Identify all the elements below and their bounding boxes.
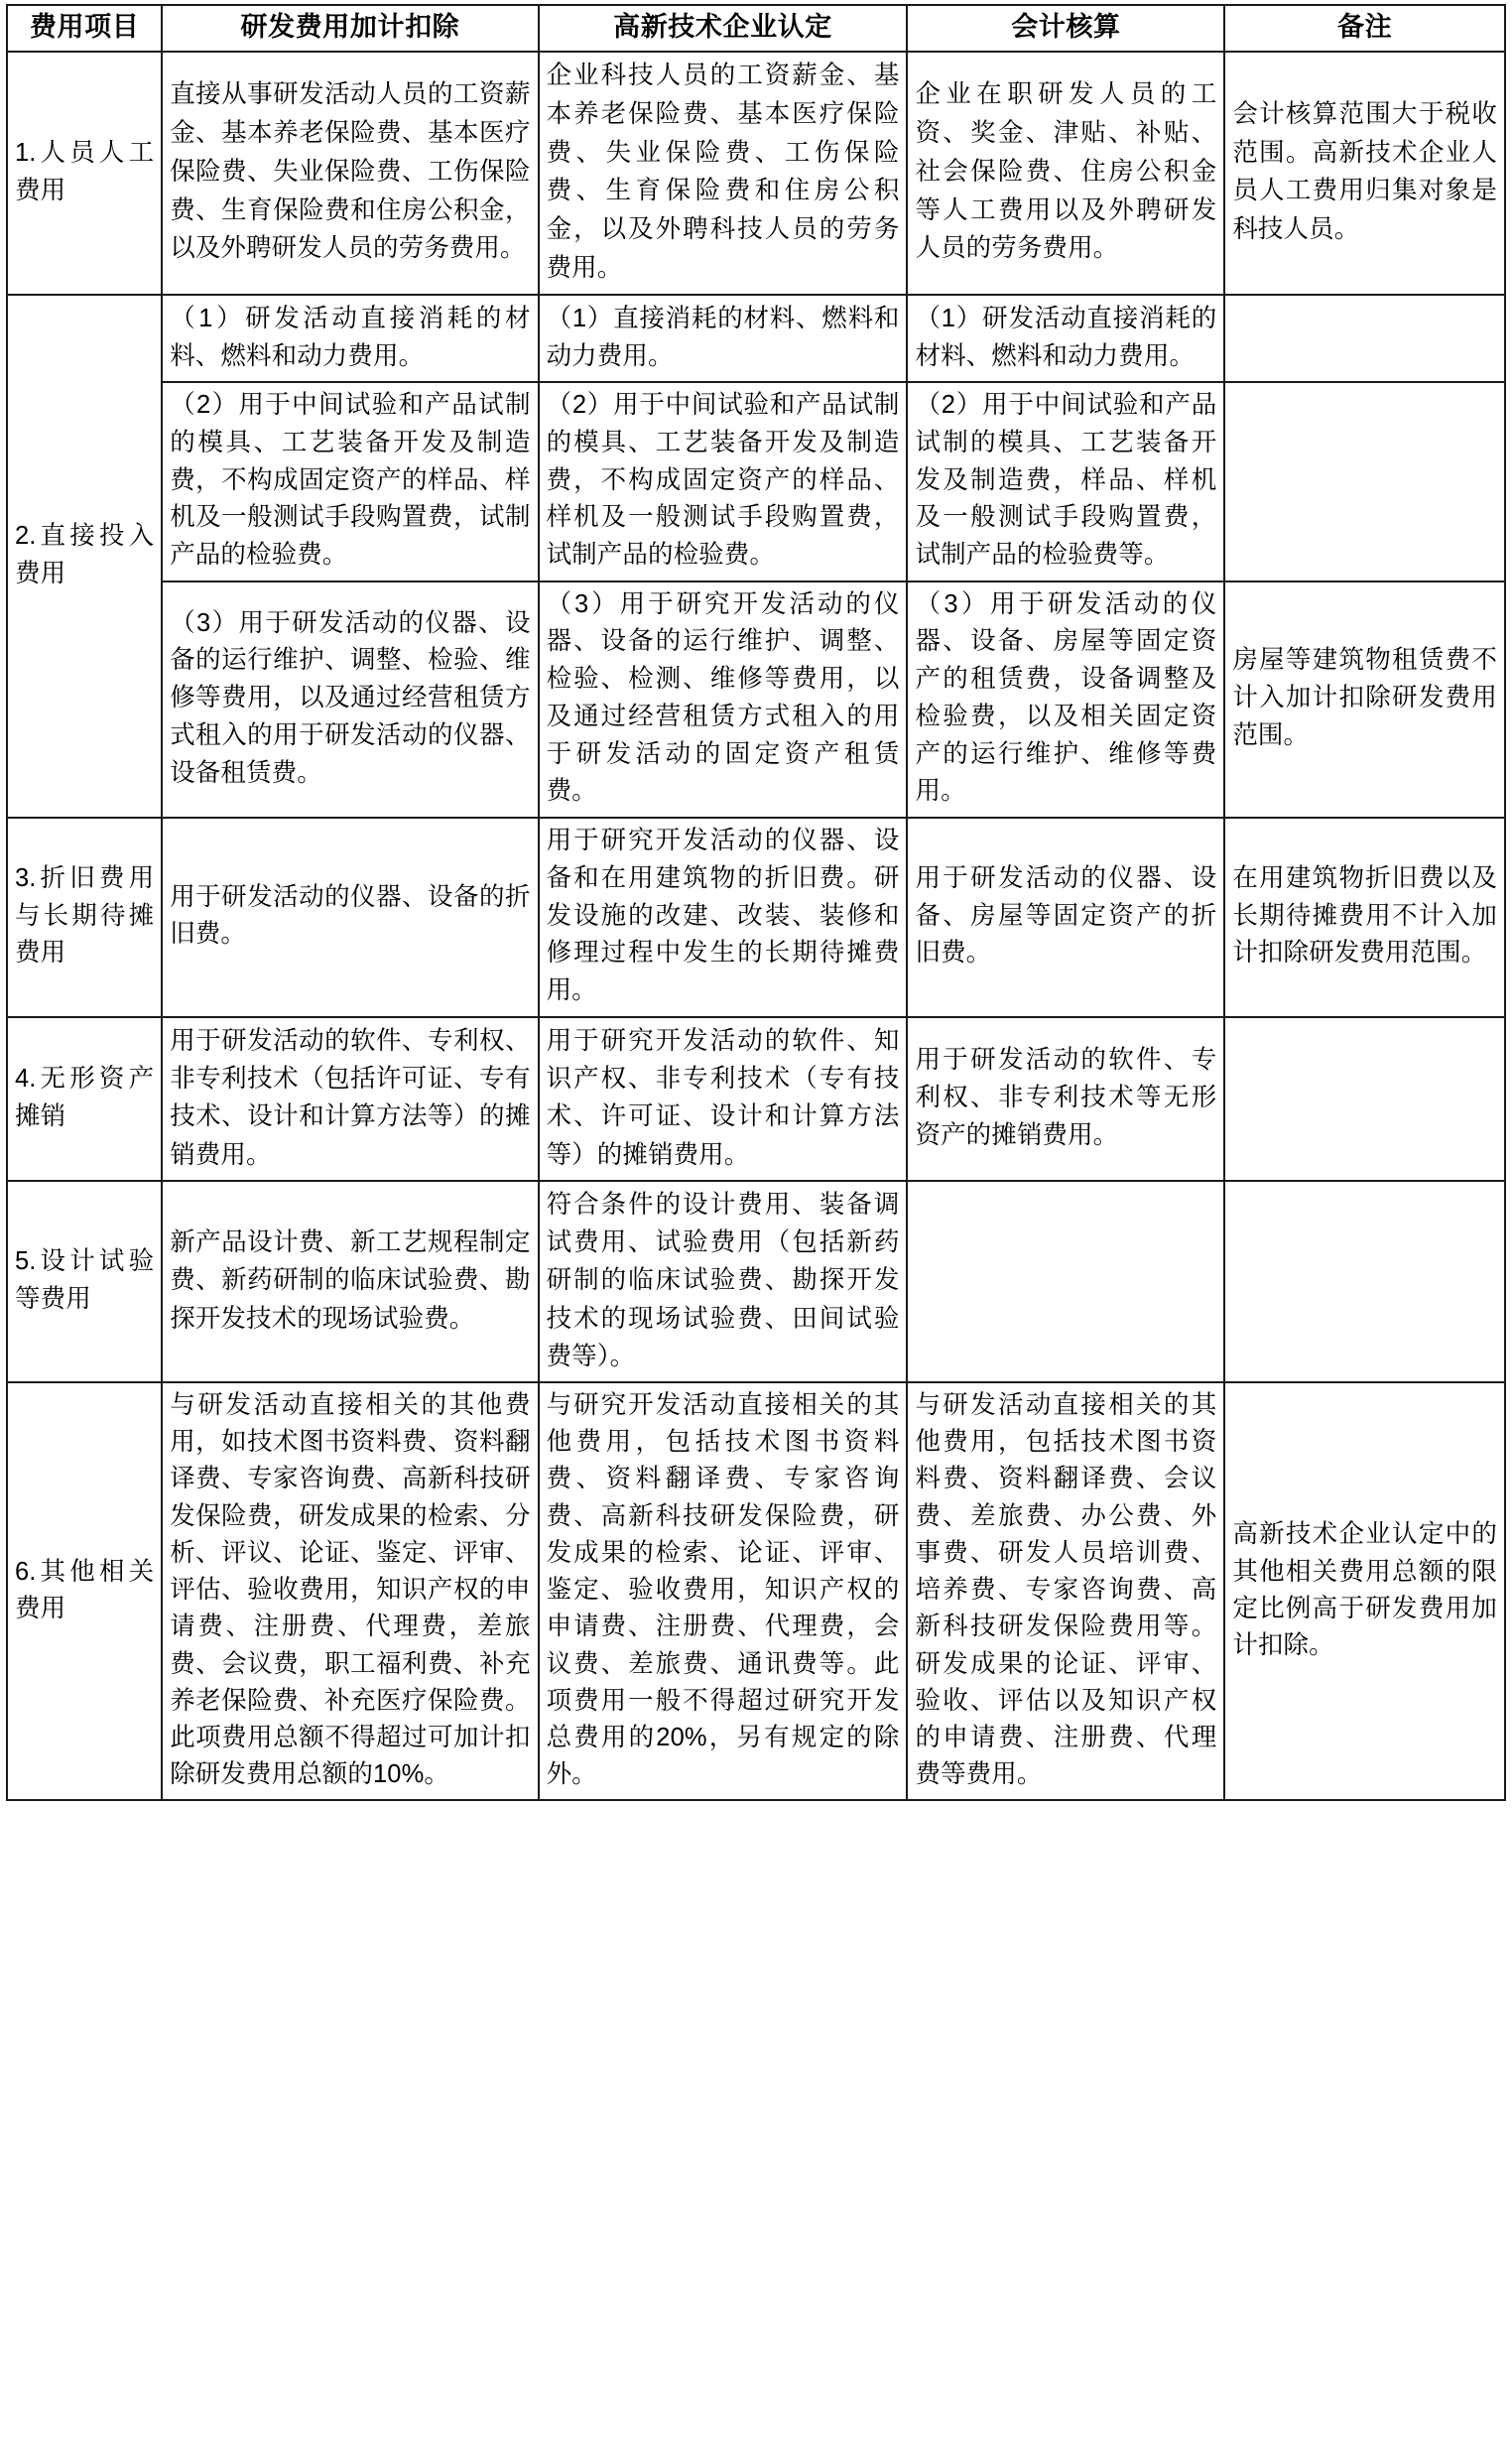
cell-accounting-direct-2: （2）用于中间试验和产品试制的模具、工艺装备开发及制造费，样品、样机及一般测试手段购置费，试制产品的检验费等。 (907, 382, 1224, 581)
table-header (7, 5, 1505, 52)
table-row (7, 1382, 1505, 1800)
cell-remark-design-test (1224, 1181, 1505, 1382)
cell-deduction-depreciation: 用于研发活动的仪器、设备的折旧费。 (162, 818, 538, 1017)
cell-deduction-other: 与研发活动直接相关的其他费用，如技术图书资料费、资料翻译费、专家咨询费、高新科技研发保险费，研发成果的检索、分析、评议、论证、鉴定、评审、评估、验收费用，知识产权的申请费、注册费、代理费，差旅费、会议费，职工福利费、补充养老保险费、补充医疗保险费。此项费用总额不得超过可加计扣除研发费用总额的10%。 (162, 1382, 538, 1800)
cell-remark-direct-1 (1224, 295, 1505, 383)
table-row (7, 1017, 1505, 1181)
cell-accounting-depreciation: 用于研发活动的仪器、设备、房屋等固定资产的折旧费。 (907, 818, 1224, 1017)
cell-accounting-personnel: 企业在职研发人员的工资、奖金、津贴、补贴、社会保险费、住房公积金等人工费用以及外聘研发人员的劳务费用。 (907, 52, 1224, 295)
cell-deduction-intangible: 用于研发活动的软件、专利权、非专利技术（包括许可证、专有技术、设计和计算方法等）的摊销费用。 (162, 1017, 538, 1181)
header-row (7, 5, 1505, 52)
column-header-deduction: 研发费用加计扣除 (162, 5, 538, 52)
row-item-direct-input: 2.直接投入费用 (7, 295, 162, 819)
cell-hightech-personnel: 企业科技人员的工资薪金、基本养老保险费、基本医疗保险费、失业保险费、工伤保险费、生育保险费和住房公积金，以及外聘科技人员的劳务费用。 (539, 52, 908, 295)
cell-hightech-direct-3: （3）用于研究开发活动的仪器、设备的运行维护、调整、检验、检测、维修等费用，以及通过经营租赁方式租入的用于研发活动的固定资产租赁费。 (539, 581, 908, 818)
cell-deduction-personnel: 直接从事研发活动人员的工资薪金、基本养老保险费、基本医疗保险费、失业保险费、工伤保险费、生育保险费和住房公积金，以及外聘研发人员的劳务费用。 (162, 52, 538, 295)
cell-hightech-other: 与研究开发活动直接相关的其他费用，包括技术图书资料费、资料翻译费、专家咨询费、高新科技研发保险费，研发成果的检索、论证、评审、鉴定、验收费用，知识产权的申请费、注册费、代理费，会议费、差旅费、通讯费等。此项费用一般不得超过研究开发总费用的20%，另有规定的除外。 (539, 1382, 908, 1800)
row-item-personnel: 1.人员人工费用 (7, 52, 162, 295)
table-row (7, 1181, 1505, 1382)
column-header-item: 费用项目 (7, 5, 162, 52)
cell-deduction-direct-3: （3）用于研发活动的仪器、设备的运行维护、调整、检验、维修等费用，以及通过经营租赁方式租入的用于研发活动的仪器、设备租赁费。 (162, 581, 538, 818)
cell-hightech-design-test: 符合条件的设计费用、装备调试费用、试验费用（包括新药研制的临床试验费、勘探开发技术的现场试验费、田间试验费等）。 (539, 1181, 908, 1382)
column-header-accounting: 会计核算 (907, 5, 1224, 52)
table-body (7, 52, 1505, 1800)
cell-hightech-intangible: 用于研究开发活动的软件、知识产权、非专利技术（专有技术、许可证、设计和计算方法等）的摊销费用。 (539, 1017, 908, 1181)
table-row (7, 581, 1505, 818)
cell-hightech-direct-2: （2）用于中间试验和产品试制的模具、工艺装备开发及制造费，不构成固定资产的样品、样机及一般测试手段购置费，试制产品的检验费。 (539, 382, 908, 581)
cell-deduction-direct-2: （2）用于中间试验和产品试制的模具、工艺装备开发及制造费，不构成固定资产的样品、样机及一般测试手段购置费，试制产品的检验费。 (162, 382, 538, 581)
cell-accounting-design-test (907, 1181, 1224, 1382)
column-header-hightech: 高新技术企业认定 (539, 5, 908, 52)
table-row (7, 382, 1505, 581)
cell-accounting-intangible: 用于研发活动的软件、专利权、非专利技术等无形资产的摊销费用。 (907, 1017, 1224, 1181)
cell-remark-other: 高新技术企业认定中的其他相关费用总额的限定比例高于研发费用加计扣除。 (1224, 1382, 1505, 1800)
cell-deduction-design-test: 新产品设计费、新工艺规程制定费、新药研制的临床试验费、勘探开发技术的现场试验费。 (162, 1181, 538, 1382)
table-row (7, 818, 1505, 1017)
row-item-design-test: 5.设计试验等费用 (7, 1181, 162, 1382)
cell-accounting-direct-3: （3）用于研发活动的仪器、设备、房屋等固定资产的租赁费，设备调整及检验费，以及相关固定资产的运行维护、维修等费用。 (907, 581, 1224, 818)
cell-hightech-depreciation: 用于研究开发活动的仪器、设备和在用建筑物的折旧费。研发设施的改建、改装、装修和修理过程中发生的长期待摊费用。 (539, 818, 908, 1017)
cell-hightech-direct-1: （1）直接消耗的材料、燃料和动力费用。 (539, 295, 908, 383)
cell-accounting-direct-1: （1）研发活动直接消耗的材料、燃料和动力费用。 (907, 295, 1224, 383)
cell-remark-personnel: 会计核算范围大于税收范围。高新技术企业人员人工费用归集对象是科技人员。 (1224, 52, 1505, 295)
cell-remark-direct-2 (1224, 382, 1505, 581)
row-item-intangible: 4.无形资产摊销 (7, 1017, 162, 1181)
row-item-other: 6.其他相关费用 (7, 1382, 162, 1800)
cell-remark-direct-3: 房屋等建筑物租赁费不计入加计扣除研发费用范围。 (1224, 581, 1505, 818)
cell-accounting-other: 与研发活动直接相关的其他费用，包括技术图书资料费、资料翻译费、会议费、差旅费、办公费、外事费、研发人员培训费、培养费、专家咨询费、高新科技研发保险费用等。研发成果的论证、评审、验收、评估以及知识产权的申请费、注册费、代理费等费用。 (907, 1382, 1224, 1800)
rd-expense-comparison-table (6, 4, 1506, 1801)
table-row (7, 295, 1505, 383)
column-header-remark: 备注 (1224, 5, 1505, 52)
row-item-depreciation: 3.折旧费用与长期待摊费用 (7, 818, 162, 1017)
cell-remark-intangible (1224, 1017, 1505, 1181)
cell-deduction-direct-1: （1）研发活动直接消耗的材料、燃料和动力费用。 (162, 295, 538, 383)
cell-remark-depreciation: 在用建筑物折旧费以及长期待摊费用不计入加计扣除研发费用范围。 (1224, 818, 1505, 1017)
table-row (7, 52, 1505, 295)
